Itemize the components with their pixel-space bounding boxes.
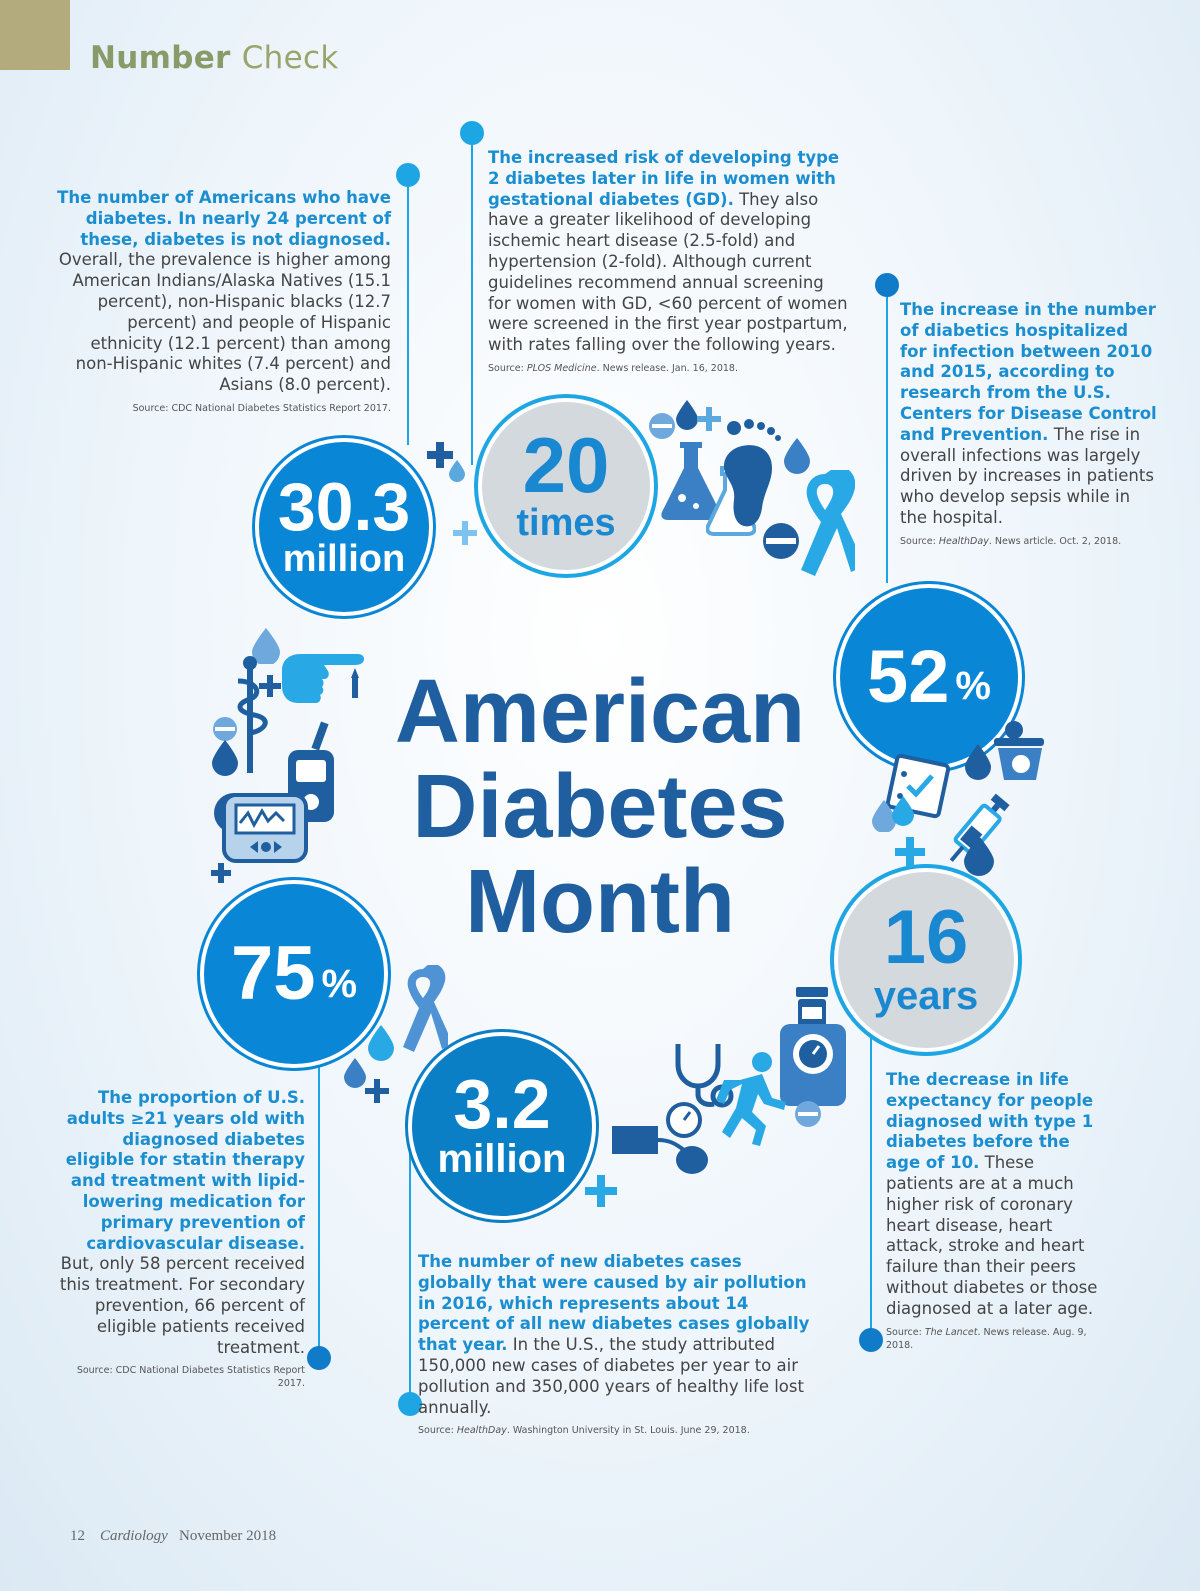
fact-block-2 (488, 148, 848, 375)
drop-icon (965, 744, 991, 780)
drop-icon (449, 460, 465, 482)
connector-line-5 (409, 1150, 411, 1410)
stat-5-unit: million (437, 1137, 567, 1182)
stat-1-number: 30.3 (277, 468, 411, 545)
fact-6-body: But, only 58 percent received this treatment. For secondary prevention, 66 percent of eligible patients received treatment. (59, 1254, 305, 1357)
drop-icon (892, 796, 914, 826)
connector-dot-3 (875, 273, 899, 297)
drop-icon (212, 740, 238, 776)
stat-4-unit: years (873, 974, 979, 1019)
fact-3-source: Source: HealthDay. News article. Oct. 2, 2018. (900, 535, 1122, 547)
connector-line-2 (471, 135, 473, 465)
fact-3-body: The rise in overall infections was largely driven by increases in patients who develop sepsis while in the hospital. (900, 424, 1154, 527)
ribbon-icon (795, 470, 855, 580)
connector-line-4 (870, 1015, 872, 1340)
drop-icon (964, 836, 994, 876)
main-title (330, 662, 870, 952)
drop-icon (676, 400, 698, 430)
stat-circle-1 (255, 438, 433, 616)
footprint-icon (720, 418, 785, 528)
page-footer (70, 1528, 276, 1545)
main-title-line1: American (394, 662, 806, 762)
connector-dot-2 (460, 121, 484, 145)
connector-line-3 (886, 283, 888, 583)
pill-icon (212, 716, 238, 742)
fact-2-source: Source: PLOS Medicine. News release. Jan. 16, 2018. (488, 362, 738, 374)
stat-6-unit: % (321, 961, 358, 1006)
stat-6-number: 75 (230, 930, 316, 1016)
fact-block-3 (900, 300, 1160, 548)
fact-1-highlight: The number of Americans who have diabetes. In nearly 24 percent of these, diabetes is not diagnosed. (57, 188, 391, 249)
stat-3-number: 52 (867, 634, 950, 718)
fact-4-body: These patients are at a much higher risk of coronary heart disease, heart attack, stroke and heart failure than their peers without diabetes or those diagnosed at a later age. (886, 1153, 1098, 1318)
connector-dot-4 (859, 1328, 883, 1352)
section-title-word1: Number (90, 40, 231, 76)
connector-line-6 (318, 1040, 320, 1365)
connector-line-1 (407, 175, 409, 445)
fact-1-body: Overall, the prevalence is higher among American Indians/Alaska Natives (15.1 percent), non-Hispanic blacks (12.7 percent) and people of Hispanic ethnicity (12.1 percent) than among non-Hispanic whites (7.4 percent) and Asians (8.0 percent). (58, 250, 391, 395)
fact-6-highlight: The proportion of U.S. adults ≥21 years old with diagnosed diabetes eligible for statin therapy and treatment with lipid-lowering medication for primary prevention of cardiovascular disease. (65, 1088, 305, 1253)
fact-block-5 (418, 1252, 813, 1437)
fact-4-highlight: The decrease in life expectancy for people diagnosed with type 1 diabetes before the age of 10. (886, 1070, 1094, 1173)
drop-icon (344, 1058, 366, 1088)
plus-icon (452, 520, 478, 546)
pill-icon (648, 412, 676, 440)
page-number: 12 (70, 1528, 85, 1544)
section-title (90, 40, 339, 76)
main-title-line2: Diabetes (412, 757, 788, 857)
fact-6-source: Source: CDC National Diabetes Statistics Report 2017. (76, 1365, 305, 1390)
runner-icon (710, 1050, 790, 1150)
plus-icon (696, 406, 722, 432)
fact-5-body: In the U.S., the study attributed 150,000 new cases of diabetes per year to air pollution and 350,000 years of healthy life lost annually. (418, 1335, 804, 1417)
stat-2-number: 20 (522, 420, 610, 509)
stat-circle-5 (408, 1032, 596, 1220)
issue-date: November 2018 (179, 1528, 277, 1544)
magazine-name: Cardiology (100, 1528, 168, 1544)
fact-3-highlight: The increase in the number of diabetics hospitalized for infection between 2010 and 2015, according to research from the U.S. Centers for Disease Control and Prevention. (900, 300, 1157, 444)
fact-block-4 (886, 1070, 1106, 1352)
insulin-pump-icon (210, 785, 310, 865)
section-title-word2: Check (241, 40, 339, 76)
blood-pressure-icon (612, 1100, 722, 1180)
fact-2-body: They also have a greater likelihood of developing ischemic heart disease (2.5-fold) and hypertension (2-fold). Although current guidelines recommend annual screening for women with GD, <60 percent of women were screened in the first year postpartum, with rates falling over the following years. (488, 189, 848, 355)
plus-icon (894, 836, 926, 868)
plus-icon (584, 1174, 618, 1208)
fact-2-highlight: The increased risk of developing type 2 diabetes later in life in women with gestational diabetes (GD). (488, 148, 840, 209)
connector-dot-1 (396, 163, 420, 187)
fact-block-6 (55, 1088, 305, 1390)
fact-5-source: Source: HealthDay. Washington University in St. Louis. June 29, 2018. (418, 1425, 750, 1437)
stat-5-number: 3.2 (453, 1064, 551, 1143)
fact-1-source: Source: CDC National Diabetes Statistics Report 2017. (132, 402, 391, 414)
plus-icon (364, 1078, 390, 1104)
drop-icon (784, 438, 810, 474)
connector-dot-6 (307, 1346, 331, 1370)
pill-icon (794, 1100, 822, 1128)
plus-icon (210, 862, 232, 884)
scale-icon (992, 720, 1050, 784)
stat-1-unit: million (282, 538, 406, 581)
fact-4-source: Source: The Lancet. News release. Aug. 9, 2018. (886, 1326, 1087, 1351)
stat-circle-2 (478, 398, 654, 574)
fact-block-1 (55, 188, 391, 415)
main-title-line3: Month (465, 852, 735, 952)
stat-2-unit: times (516, 502, 616, 545)
stat-3-unit: % (955, 663, 991, 708)
drop-icon (368, 1025, 394, 1061)
ribbon-icon (398, 965, 448, 1055)
stat-4-number: 16 (883, 894, 969, 980)
header-tab (0, 0, 70, 70)
fact-5-highlight: The number of new diabetes cases globally that were caused by air pollution in 2016, which represents about 14 percent of all new diabetes cases globally that year. (418, 1252, 810, 1355)
lancet-icon (348, 668, 362, 698)
